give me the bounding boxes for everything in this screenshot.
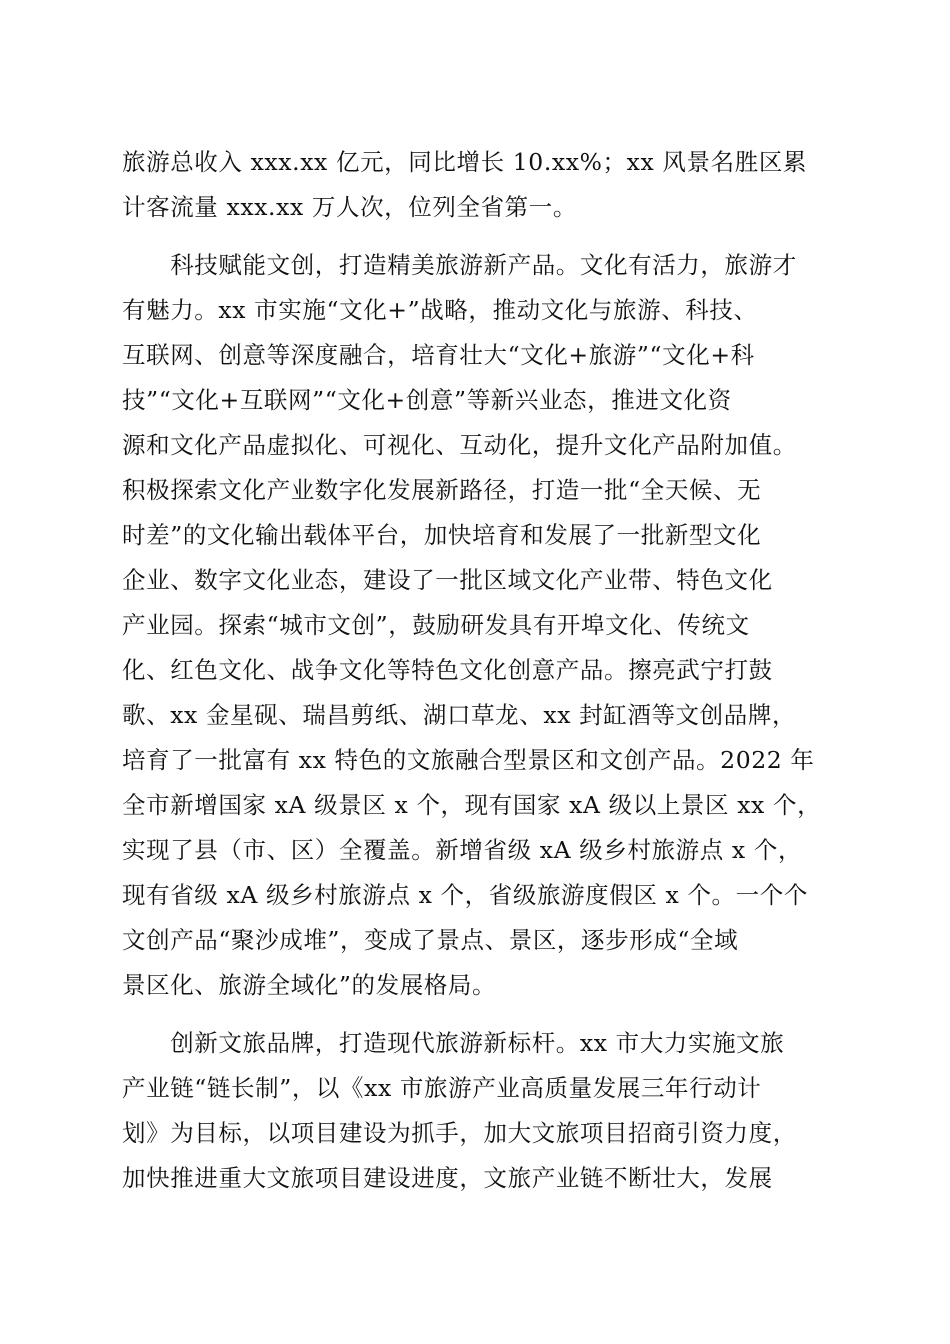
document-body xyxy=(122,140,828,1201)
text-line: 创新文旅品牌，打造现代旅游新标杆。xx 市大力实施文旅 xyxy=(122,1029,785,1057)
paragraph xyxy=(122,243,828,1008)
text-line: 有魅力。xx 市实施“文化+”战略，推动文化与旅游、科技、 xyxy=(122,296,758,324)
text-line: 产业链“链长制”，以《xx 市旅游产业高质量发展三年行动计 xyxy=(122,1074,762,1102)
text-line: 歌、xx 金星砚、瑞昌剪纸、湖口草龙、xx 封缸酒等文创品牌， xyxy=(122,701,797,729)
text-line: 实现了县（市、区）全覆盖。新增省级 xA 级乡村旅游点 x 个， xyxy=(122,836,803,864)
text-line: 旅游总收入 xxx.xx 亿元，同比增长 10.xx%；xx 风景名胜区累 xyxy=(122,148,808,176)
text-line: 现有省级 xA 级乡村旅游点 x 个，省级旅游度假区 x 个。一个个 xyxy=(122,881,808,909)
text-line: 全市新增国家 xA 级景区 x 个，现有国家 xA 级以上景区 xx 个， xyxy=(122,791,822,819)
text-line: 文创产品“聚沙成堆”，变成了景点、景区，逐步形成“全域 xyxy=(122,926,739,954)
text-line: 划》为目标，以项目建设为抓手，加大文旅项目招商引资力度， xyxy=(122,1119,797,1147)
text-line: 景区化、旅游全域化”的发展格局。 xyxy=(122,971,497,999)
text-line: 时差”的文化输出载体平台，加快培育和发展了一批新型文化 xyxy=(122,521,762,549)
paragraph xyxy=(122,140,828,230)
paragraph xyxy=(122,1021,828,1201)
text-line: 互联网、创意等深度融合，培育壮大“文化+旅游”“文化+科 xyxy=(122,341,755,369)
text-line: 科技赋能文创，打造精美旅游新产品。文化有活力，旅游才 xyxy=(122,251,797,279)
text-line: 化、红色文化、战争文化等特色文化创意产品。擦亮武宁打鼓 xyxy=(122,656,773,684)
text-line: 技”“文化+互联网”“文化+创意”等新兴业态，推进文化资 xyxy=(122,386,732,414)
text-line: 计客流量 xxx.xx 万人次，位列全省第一。 xyxy=(122,193,577,221)
text-line: 积极探索文化产业数字化发展新路径，打造一批“全天候、无 xyxy=(122,476,762,504)
text-line: 企业、数字文化业态，建设了一批区域文化产业带、特色文化 xyxy=(122,566,773,594)
text-line: 产业园。探索“城市文创”，鼓励研发具有开埠文化、传统文 xyxy=(122,611,750,639)
text-line: 培育了一批富有 xx 特色的文旅融合型景区和文创产品。2022 年 xyxy=(122,746,815,774)
text-line: 加快推进重大文旅项目建设进度，文旅产业链不断壮大，发展 xyxy=(122,1164,773,1192)
text-line: 源和文化产品虚拟化、可视化、互动化，提升文化产品附加值。 xyxy=(122,431,797,459)
